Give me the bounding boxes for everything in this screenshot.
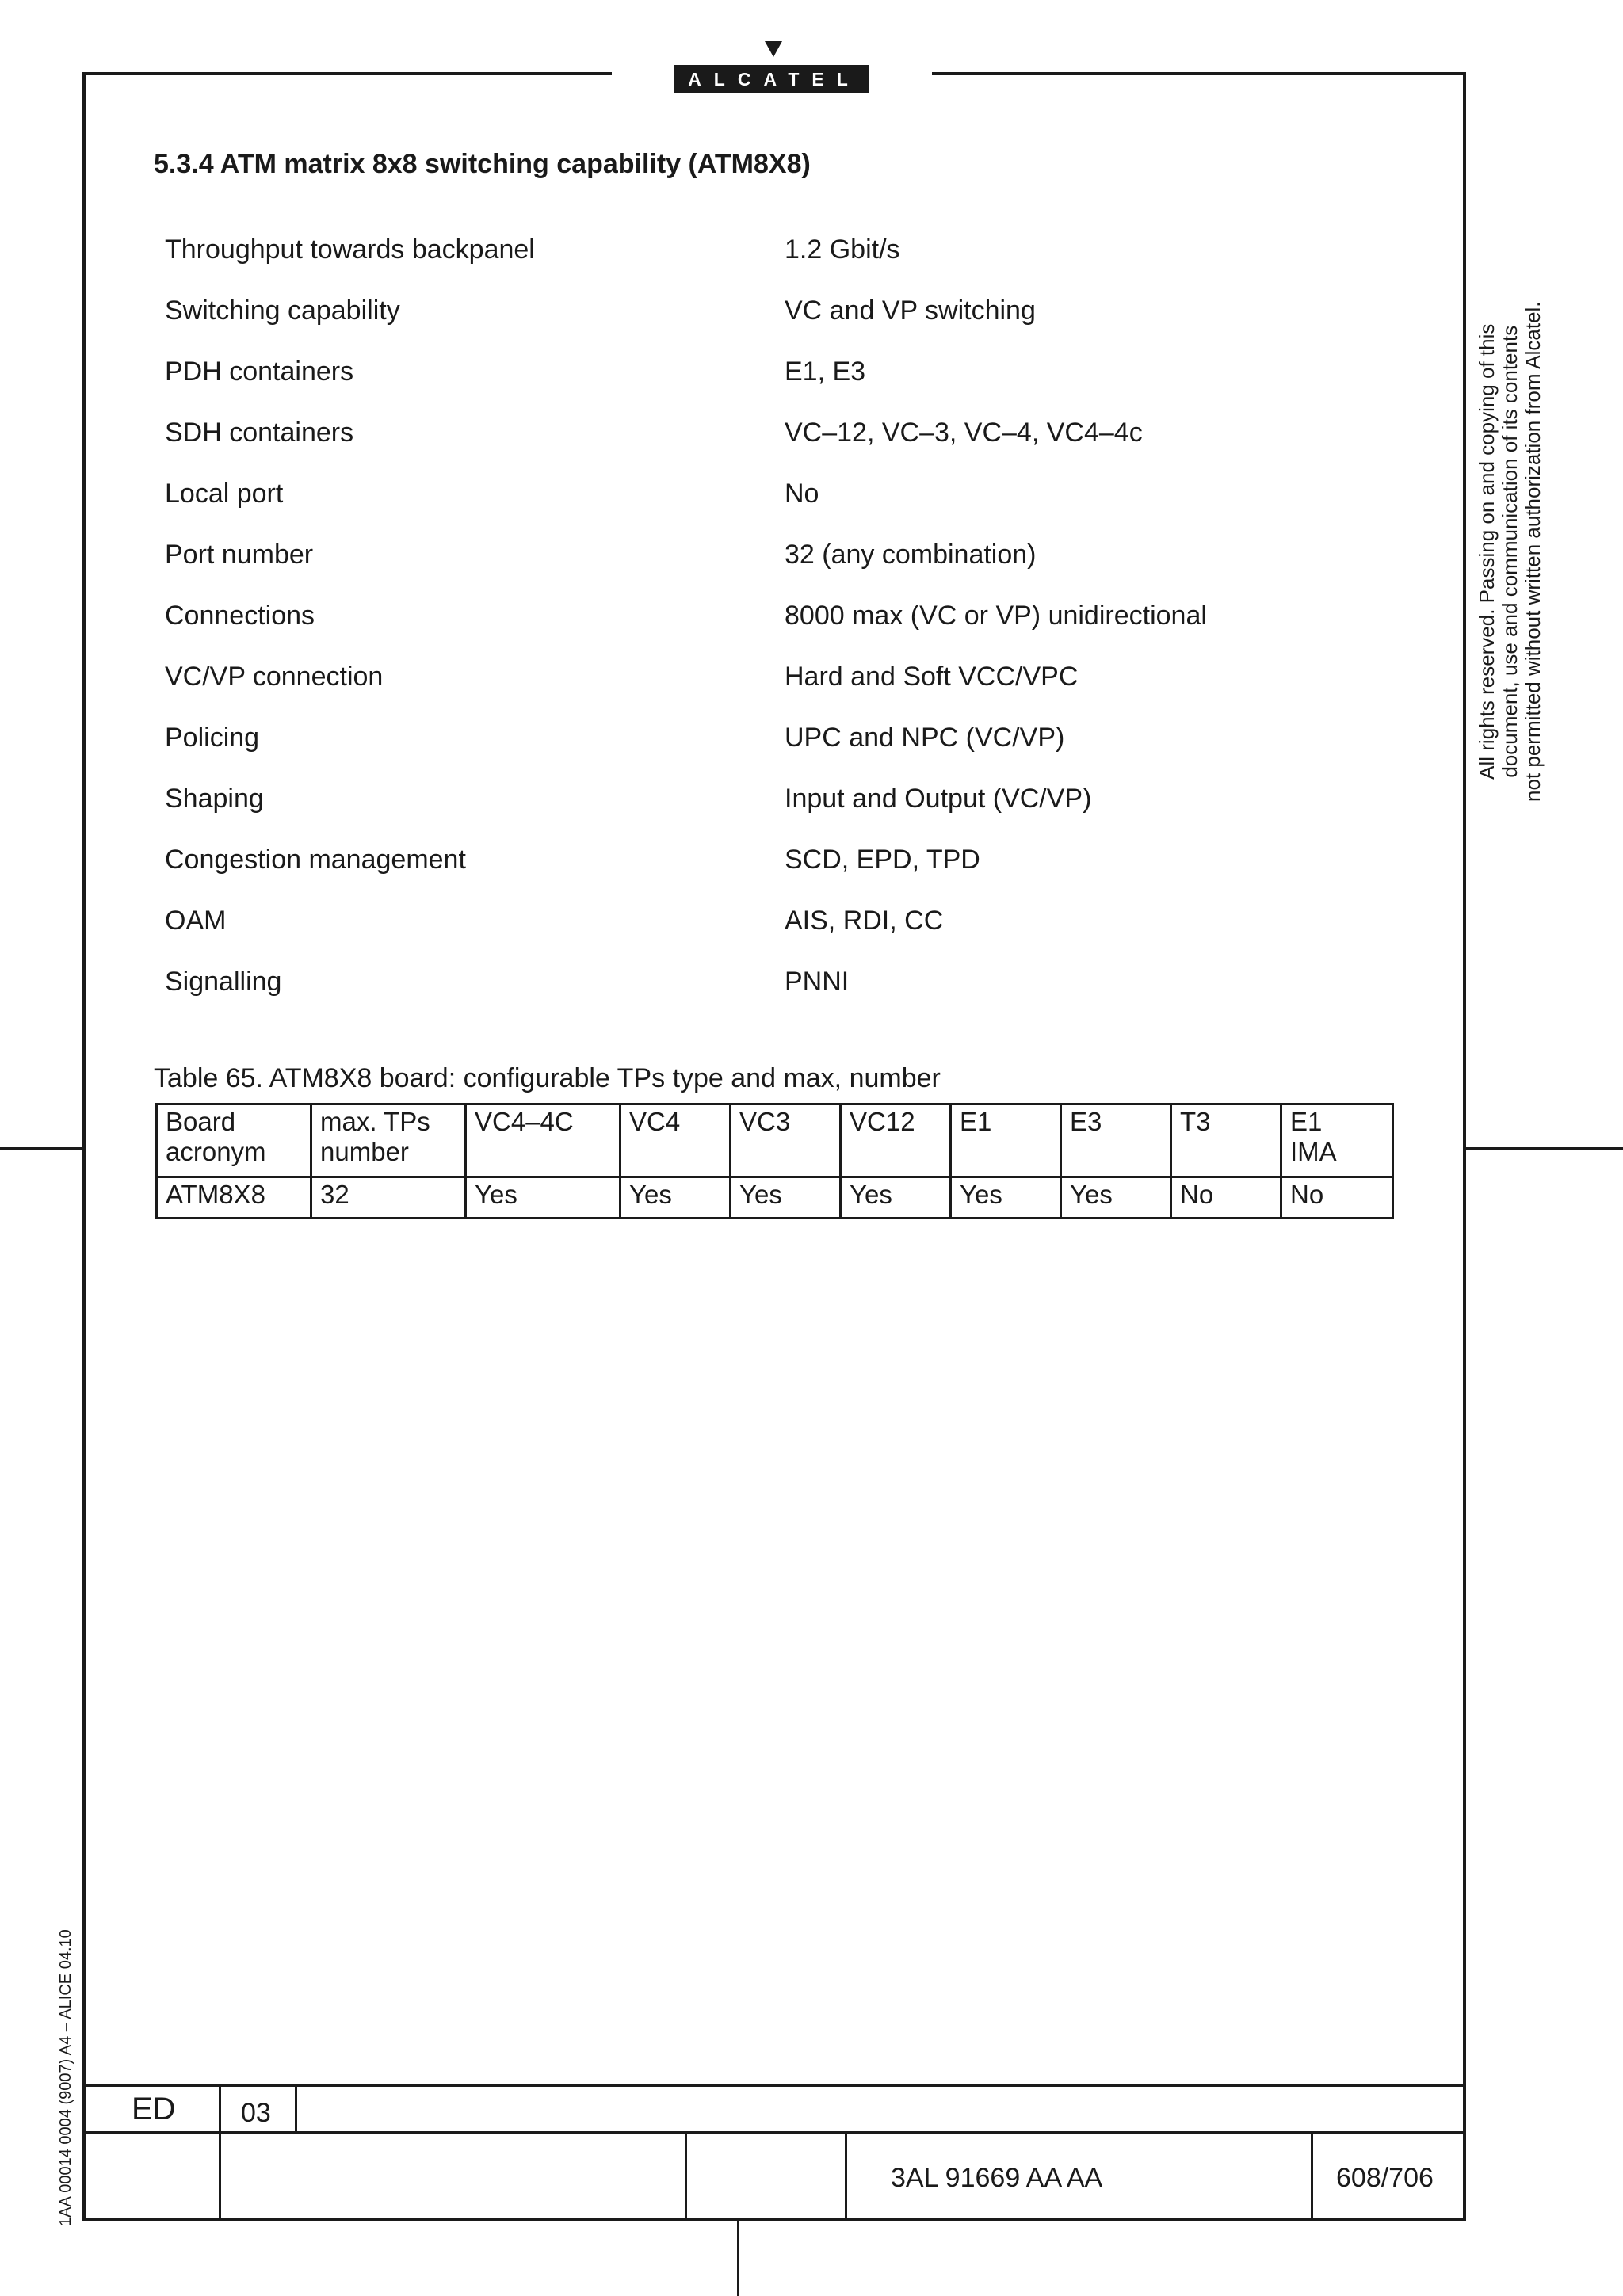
spec-value: E1, E3 [785, 357, 866, 387]
table-cell: 32 [311, 1177, 466, 1219]
spec-value: AIS, RDI, CC [785, 906, 944, 936]
spec-label: PDH containers [165, 357, 354, 387]
spec-label: Policing [165, 723, 260, 753]
spec-label: Port number [165, 540, 314, 570]
spec-value: UPC and NPC (VC/VP) [785, 723, 1065, 753]
table-row [157, 1177, 1393, 1219]
rights-notice [1476, 301, 1545, 802]
alcatel-logo: ALCATEL [674, 65, 869, 93]
footer-line-mid [82, 2131, 1466, 2134]
rights-notice-line: document, use and communication of its contents [1498, 325, 1522, 778]
spec-label: OAM [165, 906, 227, 936]
table-cell: Yes [841, 1177, 951, 1219]
table-cell: No [1171, 1177, 1281, 1219]
header-cell: VC4–4C [466, 1104, 621, 1177]
spec-value: VC–12, VC–3, VC–4, VC4–4c [785, 418, 1143, 448]
footer-divider-3 [685, 2131, 687, 2218]
fold-mark-right [1466, 1147, 1623, 1150]
spec-value: PNNI [785, 967, 850, 997]
header-cell: VC4 [621, 1104, 731, 1177]
header-cell: max. TPs number [311, 1104, 466, 1177]
spec-label: Switching capability [165, 296, 400, 326]
spec-label: Signalling [165, 967, 282, 997]
spec-label: VC/VP connection [165, 662, 384, 692]
fold-mark-left [0, 1147, 82, 1150]
table-cell: Yes [621, 1177, 731, 1219]
header-cell: VC12 [841, 1104, 951, 1177]
doc-reference: 1AA 00014 0004 (9007) A4 – ALICE 04.10 [57, 1929, 74, 2226]
table-cell: Yes [466, 1177, 621, 1219]
fold-mark-bottom [737, 2221, 739, 2296]
spec-value: 8000 max (VC or VP) unidirectional [785, 601, 1207, 631]
footer-divider-2 [295, 2084, 297, 2133]
spec-label: Congestion management [165, 845, 466, 875]
spec-label: Shaping [165, 784, 264, 814]
table-cell: ATM8X8 [157, 1177, 311, 1219]
header-cell: E1 [951, 1104, 1061, 1177]
table-cell: No [1281, 1177, 1393, 1219]
frame-top-left [82, 72, 612, 75]
edition-value: 03 [241, 2098, 271, 2128]
header-cell: T3 [1171, 1104, 1281, 1177]
spec-value: SCD, EPD, TPD [785, 845, 980, 875]
frame-bottom [82, 2218, 1466, 2221]
frame-top-right [932, 72, 1466, 75]
table-header-row [157, 1104, 1393, 1177]
footer-divider-4 [845, 2131, 847, 2218]
header-cell: VC3 [731, 1104, 841, 1177]
spec-value: Hard and Soft VCC/VPC [785, 662, 1079, 692]
spec-value: Input and Output (VC/VP) [785, 784, 1092, 814]
header-cell: Board acronym [157, 1104, 311, 1177]
frame-right [1463, 72, 1466, 2221]
footer-line-top [82, 2084, 1466, 2087]
footer-divider-1 [219, 2084, 221, 2218]
header-cell: E3 [1061, 1104, 1171, 1177]
table-cell: Yes [951, 1177, 1061, 1219]
table-cell: Yes [1061, 1177, 1171, 1219]
spec-label: Throughput towards backpanel [165, 235, 535, 265]
spec-value: 32 (any combination) [785, 540, 1037, 570]
spec-value: VC and VP switching [785, 296, 1036, 326]
rights-notice-line: not permitted without written authorization from Alcatel. [1521, 301, 1545, 802]
footer-divider-5 [1311, 2131, 1313, 2218]
frame-left [82, 72, 86, 2221]
spec-value: No [785, 479, 819, 509]
tps-table [155, 1103, 1394, 1219]
table-caption: Table 65. ATM8X8 board: configurable TPs type and max, number [154, 1063, 941, 1093]
header-cell: E1 IMA [1281, 1104, 1393, 1177]
spec-label: Local port [165, 479, 284, 509]
rights-notice-line: All rights reserved. Passing on and copying of this [1475, 323, 1499, 780]
table-cell: Yes [731, 1177, 841, 1219]
spec-value: 1.2 Gbit/s [785, 235, 900, 265]
edition-label: ED [132, 2092, 176, 2126]
section-title: 5.3.4 ATM matrix 8x8 switching capability (ATM8X8) [154, 149, 811, 179]
page-number: 608/706 [1336, 2163, 1434, 2193]
document-number: 3AL 91669 AA AA [891, 2163, 1103, 2193]
spec-label: SDH containers [165, 418, 354, 448]
spec-label: Connections [165, 601, 315, 631]
logo-triangle-icon [765, 41, 782, 57]
